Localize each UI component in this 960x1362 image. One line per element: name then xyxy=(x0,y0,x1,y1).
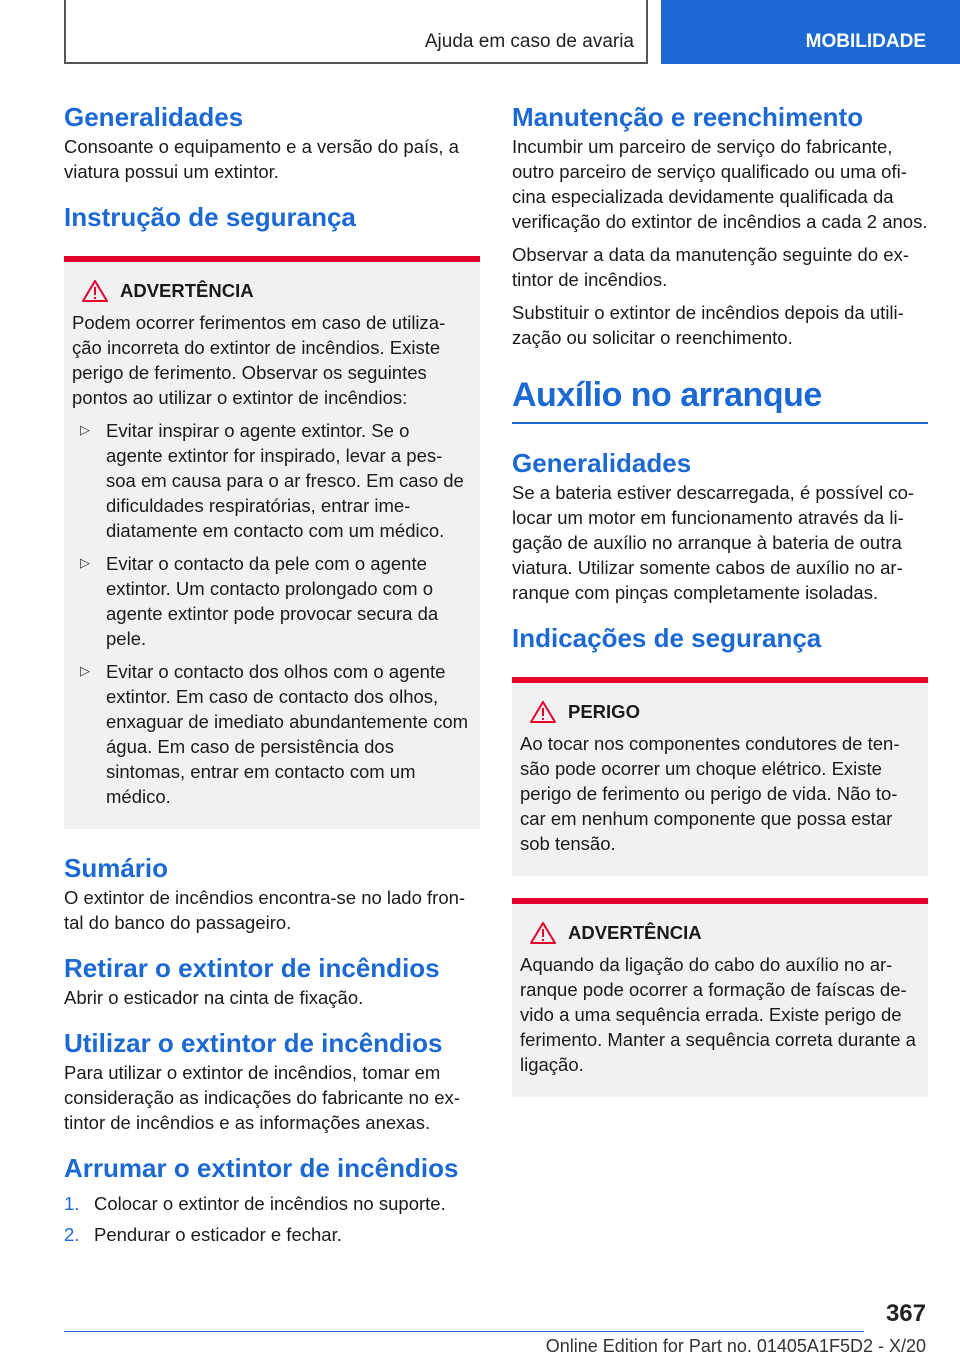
warning-label: ADVERTÊNCIA xyxy=(568,922,702,943)
danger-header xyxy=(520,701,918,723)
danger-label: PERIGO xyxy=(568,701,640,722)
danger-box xyxy=(512,677,928,876)
list-item: 1. Colocar o extintor de incêndios no suporte. xyxy=(64,1193,446,1214)
triangle-right-outline-icon: ▷ xyxy=(80,422,90,437)
warning-triangle-icon xyxy=(82,280,108,302)
heading-arrumar: Arrumar o extintor de incêndios xyxy=(64,1153,459,1183)
warning-box-extintor xyxy=(64,256,480,829)
warning-text: Aquando da ligação do cabo do auxílio no ar‐ranque pode ocorrer a formação de faíscas de‐vido a uma sequência errada. Existe perigo de ferimento. Manter a sequência correta durante a ligação. xyxy=(520,954,916,1075)
warning-triangle-icon xyxy=(530,922,556,944)
footer-edition: Online Edition for Part no. 01405A1F5D2 - X/20 xyxy=(545,1336,926,1356)
heading-auxilio-arranque: Auxílio no arranque xyxy=(512,372,928,424)
heading-manutencao: Manutenção e reenchimento xyxy=(512,102,864,132)
text-generalidades-auxilio: Se a bateria estiver descarregada, é possível co‐locar um motor em funcionamento através da li‐gação de auxílio no arranque à bateria de outra viatura. Utilizar somente cabos de auxílio no ar‐ranque com pinças completamente isoladas. xyxy=(512,482,915,603)
text-generalidades: Consoante o equipamento e a versão do país, a viatura possui um extintor. xyxy=(64,136,459,182)
heading-retirar: Retirar o extintor de incêndios xyxy=(64,953,440,983)
header-section-box xyxy=(64,0,648,64)
footer-divider xyxy=(64,1331,864,1332)
left-column xyxy=(64,100,480,1247)
list-item: ▷ Evitar inspirar o agente extintor. Se o agente extintor for inspirado, levar a pes‐soa em causa para o ar fresco. Em caso de dificuldades respiratórias, entrar ime‐diatamente em contacto com um médico. xyxy=(72,418,470,543)
text-manutencao-1: Incumbir um parceiro de serviço do fabricante, outro parceiro de serviço qualificado ou uma ofi‐cina especializada devidamente qualificada da verificação do extintor de incêndios a cada 2 anos. xyxy=(512,136,928,232)
heading-generalidades: Generalidades xyxy=(64,102,244,132)
warning-triangle-icon xyxy=(530,701,556,723)
heading-instrucao-seguranca: Instrução de segurança xyxy=(64,202,356,232)
warning-label: ADVERTÊNCIA xyxy=(120,280,254,301)
text-manutencao-3: Substituir o extintor de incêndios depois da utili‐zação ou solicitar o reenchimento. xyxy=(512,302,904,348)
right-column xyxy=(512,100,928,1097)
list-item: 2. Pendurar o esticador e fechar. xyxy=(64,1224,342,1245)
warning-header xyxy=(520,922,918,944)
triangle-right-outline-icon: ▷ xyxy=(80,663,90,678)
heading-utilizar: Utilizar o extintor de incêndios xyxy=(64,1028,443,1058)
warning-box-auxilio xyxy=(512,898,928,1097)
list-item: ▷ Evitar o contacto dos olhos com o agente extintor. Em caso de contacto dos olhos, enxaguar de imediato abundantemente com água. Em caso de persistência dos sintomas, entrar em contacto com um médico. xyxy=(72,659,470,809)
text-sumario: O extintor de incêndios encontra-se no lado fron‐tal do banco do passageiro. xyxy=(64,887,466,933)
text-utilizar: Para utilizar o extintor de incêndios, tomar em consideração as indicações do fabricante no ex‐tintor de incêndios e as informações anexas. xyxy=(64,1062,460,1133)
warning-text: Podem ocorrer ferimentos em caso de utiliza‐ção incorreta do extintor de incêndios. Existe perigo de ferimento. Observar os seguintes pontos ao utilizar o extintor de incêndios: xyxy=(72,312,446,408)
triangle-right-outline-icon: ▷ xyxy=(80,555,90,570)
heading-sumario: Sumário xyxy=(64,853,169,883)
text-manutencao-2: Observar a data da manutenção seguinte do ex‐tintor de incêndios. xyxy=(512,244,909,290)
page-number: 367 xyxy=(885,1300,926,1327)
header-section-title: Ajuda em caso de avaria xyxy=(424,31,634,52)
heading-generalidades-auxilio: Generalidades xyxy=(512,448,692,478)
danger-text: Ao tocar nos componentes condutores de ten‐são pode ocorrer um choque elétrico. Existe perigo de ferimento ou perigo de vida. Não to‐car em nenhum componente que possa estar sob tensão. xyxy=(520,733,900,854)
header-chapter-tab xyxy=(661,0,960,64)
header-chapter-title: MOBILIDADE xyxy=(805,31,926,52)
text-retirar: Abrir o esticador na cinta de fixação. xyxy=(64,987,364,1008)
list-item: ▷ Evitar o contacto da pele com o agente extintor. Um contacto prolongado com o agente extintor pode provocar secura da pele. xyxy=(72,551,470,651)
warning-header xyxy=(72,280,470,302)
heading-indicacoes-seguranca: Indicações de segurança xyxy=(512,623,822,653)
